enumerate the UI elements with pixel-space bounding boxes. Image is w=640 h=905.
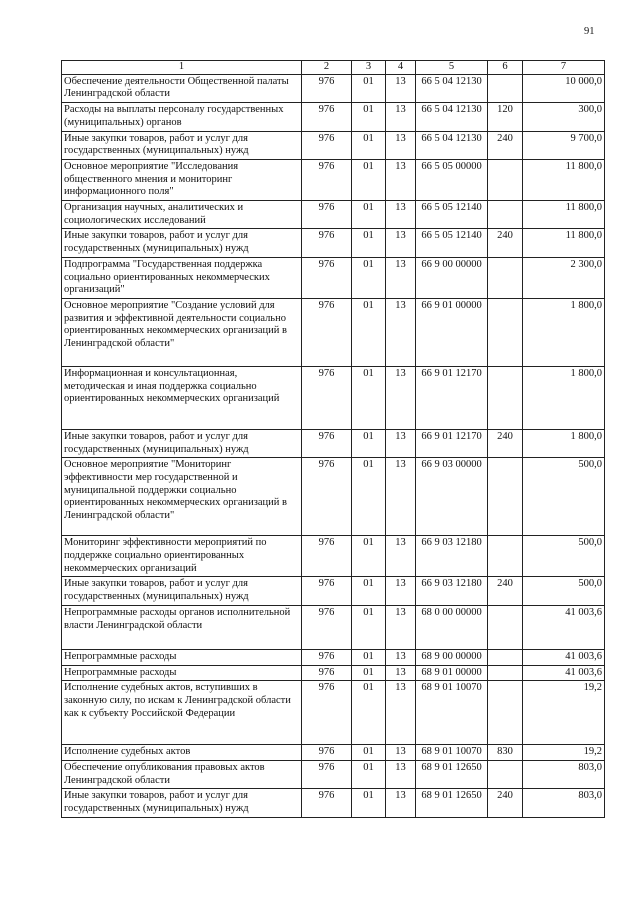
col-7-value: 41 003,6 xyxy=(523,649,605,665)
col-3-value: 01 xyxy=(352,257,386,298)
col-7-value: 41 003,6 xyxy=(523,605,605,649)
col-3-value: 01 xyxy=(352,605,386,649)
col-5-value: 66 5 05 12140 xyxy=(416,229,488,257)
col-6-value xyxy=(488,605,523,649)
col-4-value: 13 xyxy=(386,103,416,131)
col-7-value: 41 003,6 xyxy=(523,665,605,681)
col-2-value: 976 xyxy=(302,577,352,605)
col-5-value: 66 9 01 12170 xyxy=(416,366,488,429)
col-2-value: 976 xyxy=(302,298,352,366)
col-7-value: 803,0 xyxy=(523,760,605,788)
column-header: 2 xyxy=(302,61,352,75)
col-3-value: 01 xyxy=(352,789,386,817)
col-6-value xyxy=(488,74,523,102)
col-6-value xyxy=(488,681,523,745)
col-4-value: 13 xyxy=(386,74,416,102)
col-7-value: 2 300,0 xyxy=(523,257,605,298)
col-2-value: 976 xyxy=(302,681,352,745)
table-row xyxy=(62,159,605,200)
table-row xyxy=(62,605,605,649)
col-6-value: 240 xyxy=(488,229,523,257)
col-6-value xyxy=(488,159,523,200)
col-4-value: 13 xyxy=(386,745,416,761)
col-2-value: 976 xyxy=(302,131,352,159)
col-7-value: 1 800,0 xyxy=(523,298,605,366)
col-6-value xyxy=(488,298,523,366)
col-4-value: 13 xyxy=(386,257,416,298)
table-row xyxy=(62,649,605,665)
col-5-value: 68 9 01 10070 xyxy=(416,745,488,761)
row-name: Непрограммные расходы xyxy=(62,665,302,681)
table-row xyxy=(62,458,605,536)
col-3-value: 01 xyxy=(352,577,386,605)
column-header: 7 xyxy=(523,61,605,75)
table-row xyxy=(62,665,605,681)
table-row xyxy=(62,74,605,102)
col-5-value: 66 9 01 12170 xyxy=(416,429,488,457)
col-5-value: 66 9 03 12180 xyxy=(416,536,488,577)
col-2-value: 976 xyxy=(302,103,352,131)
col-6-value xyxy=(488,257,523,298)
col-3-value: 01 xyxy=(352,201,386,229)
col-5-value: 66 5 04 12130 xyxy=(416,74,488,102)
row-name: Иные закупки товаров, работ и услуг для государственных (муниципальных) нужд xyxy=(62,229,302,257)
col-3-value: 01 xyxy=(352,760,386,788)
col-6-value xyxy=(488,665,523,681)
col-7-value: 19,2 xyxy=(523,745,605,761)
budget-table xyxy=(61,60,605,818)
row-name: Основное мероприятие "Мониторинг эффективности мер государственной и муниципальной поддержки социально ориентированных некоммерческих организаций в Ленинградской области" xyxy=(62,458,302,536)
col-7-value: 300,0 xyxy=(523,103,605,131)
col-3-value: 01 xyxy=(352,745,386,761)
table-row xyxy=(62,760,605,788)
col-5-value: 66 5 05 00000 xyxy=(416,159,488,200)
col-7-value: 500,0 xyxy=(523,577,605,605)
col-3-value: 01 xyxy=(352,665,386,681)
col-5-value: 66 9 00 00000 xyxy=(416,257,488,298)
col-4-value: 13 xyxy=(386,649,416,665)
col-2-value: 976 xyxy=(302,257,352,298)
col-2-value: 976 xyxy=(302,605,352,649)
col-5-value: 66 5 04 12130 xyxy=(416,103,488,131)
col-6-value: 120 xyxy=(488,103,523,131)
col-5-value: 68 9 01 00000 xyxy=(416,665,488,681)
col-6-value xyxy=(488,536,523,577)
col-3-value: 01 xyxy=(352,429,386,457)
row-name: Мониторинг эффективности мероприятий по поддержке социально ориентированных некоммерческих организаций xyxy=(62,536,302,577)
column-header: 5 xyxy=(416,61,488,75)
row-name: Обеспечение опубликования правовых актов Ленинградской области xyxy=(62,760,302,788)
col-2-value: 976 xyxy=(302,201,352,229)
col-4-value: 13 xyxy=(386,201,416,229)
table-row xyxy=(62,789,605,817)
col-4-value: 13 xyxy=(386,760,416,788)
col-4-value: 13 xyxy=(386,429,416,457)
table-row xyxy=(62,103,605,131)
col-2-value: 976 xyxy=(302,536,352,577)
col-2-value: 976 xyxy=(302,649,352,665)
col-5-value: 66 9 01 00000 xyxy=(416,298,488,366)
col-3-value: 01 xyxy=(352,649,386,665)
table-row xyxy=(62,429,605,457)
col-4-value: 13 xyxy=(386,229,416,257)
table-row xyxy=(62,201,605,229)
col-4-value: 13 xyxy=(386,131,416,159)
col-3-value: 01 xyxy=(352,458,386,536)
col-3-value: 01 xyxy=(352,681,386,745)
row-name: Непрограммные расходы органов исполнительной власти Ленинградской области xyxy=(62,605,302,649)
col-7-value: 11 800,0 xyxy=(523,229,605,257)
col-7-value: 1 800,0 xyxy=(523,366,605,429)
row-name: Основное мероприятие "Создание условий для развития и эффективной деятельности социально ориентированных некоммерческих организаций в Ленинградской области" xyxy=(62,298,302,366)
col-5-value: 66 9 03 00000 xyxy=(416,458,488,536)
col-3-value: 01 xyxy=(352,159,386,200)
col-5-value: 68 9 01 12650 xyxy=(416,760,488,788)
col-2-value: 976 xyxy=(302,366,352,429)
row-name: Подпрограмма "Государственная поддержка социально ориентированных некоммерческих организаций" xyxy=(62,257,302,298)
table-row xyxy=(62,745,605,761)
col-6-value xyxy=(488,201,523,229)
column-header: 4 xyxy=(386,61,416,75)
row-name: Иные закупки товаров, работ и услуг для государственных (муниципальных) нужд xyxy=(62,577,302,605)
col-2-value: 976 xyxy=(302,745,352,761)
col-4-value: 13 xyxy=(386,665,416,681)
col-4-value: 13 xyxy=(386,159,416,200)
column-header: 1 xyxy=(62,61,302,75)
table-row xyxy=(62,229,605,257)
col-7-value: 500,0 xyxy=(523,458,605,536)
table-row xyxy=(62,298,605,366)
table-row xyxy=(62,577,605,605)
col-6-value: 240 xyxy=(488,789,523,817)
col-4-value: 13 xyxy=(386,536,416,577)
col-6-value xyxy=(488,649,523,665)
col-5-value: 68 9 00 00000 xyxy=(416,649,488,665)
col-6-value: 240 xyxy=(488,429,523,457)
col-6-value xyxy=(488,366,523,429)
col-3-value: 01 xyxy=(352,103,386,131)
col-2-value: 976 xyxy=(302,458,352,536)
col-4-value: 13 xyxy=(386,298,416,366)
col-7-value: 803,0 xyxy=(523,789,605,817)
column-header: 6 xyxy=(488,61,523,75)
col-2-value: 976 xyxy=(302,789,352,817)
table-row xyxy=(62,257,605,298)
col-2-value: 976 xyxy=(302,429,352,457)
row-name: Расходы на выплаты персоналу государственных (муниципальных) органов xyxy=(62,103,302,131)
col-3-value: 01 xyxy=(352,366,386,429)
col-6-value xyxy=(488,458,523,536)
col-7-value: 11 800,0 xyxy=(523,201,605,229)
column-header: 3 xyxy=(352,61,386,75)
row-name: Основное мероприятие "Исследования общественного мнения и мониторинг информационного поля" xyxy=(62,159,302,200)
col-7-value: 19,2 xyxy=(523,681,605,745)
col-5-value: 68 0 00 00000 xyxy=(416,605,488,649)
page-number: 91 xyxy=(584,26,595,37)
col-5-value: 68 9 01 10070 xyxy=(416,681,488,745)
col-7-value: 500,0 xyxy=(523,536,605,577)
row-name: Исполнение судебных актов xyxy=(62,745,302,761)
col-6-value: 240 xyxy=(488,577,523,605)
row-name: Непрограммные расходы xyxy=(62,649,302,665)
col-4-value: 13 xyxy=(386,681,416,745)
col-7-value: 10 000,0 xyxy=(523,74,605,102)
col-2-value: 976 xyxy=(302,760,352,788)
table-row xyxy=(62,681,605,745)
row-name: Организация научных, аналитических и социологических исследований xyxy=(62,201,302,229)
row-name: Обеспечение деятельности Общественной палаты Ленинградской области xyxy=(62,74,302,102)
row-name: Информационная и консультационная, методическая и иная поддержка социально ориентированных некоммерческих организаций xyxy=(62,366,302,429)
col-2-value: 976 xyxy=(302,159,352,200)
col-4-value: 13 xyxy=(386,577,416,605)
row-name: Исполнение судебных актов, вступивших в законную силу, по искам к Ленинградской области как к субъекту Российской Федерации xyxy=(62,681,302,745)
col-7-value: 11 800,0 xyxy=(523,159,605,200)
col-2-value: 976 xyxy=(302,665,352,681)
col-2-value: 976 xyxy=(302,229,352,257)
col-4-value: 13 xyxy=(386,366,416,429)
col-3-value: 01 xyxy=(352,74,386,102)
row-name: Иные закупки товаров, работ и услуг для государственных (муниципальных) нужд xyxy=(62,789,302,817)
table-row xyxy=(62,366,605,429)
col-6-value xyxy=(488,760,523,788)
col-5-value: 66 5 04 12130 xyxy=(416,131,488,159)
col-4-value: 13 xyxy=(386,789,416,817)
col-3-value: 01 xyxy=(352,229,386,257)
row-name: Иные закупки товаров, работ и услуг для государственных (муниципальных) нужд xyxy=(62,131,302,159)
col-5-value: 66 9 03 12180 xyxy=(416,577,488,605)
table-row xyxy=(62,536,605,577)
table-row xyxy=(62,131,605,159)
col-6-value: 240 xyxy=(488,131,523,159)
row-name: Иные закупки товаров, работ и услуг для государственных (муниципальных) нужд xyxy=(62,429,302,457)
col-5-value: 66 5 05 12140 xyxy=(416,201,488,229)
col-7-value: 9 700,0 xyxy=(523,131,605,159)
col-3-value: 01 xyxy=(352,131,386,159)
col-3-value: 01 xyxy=(352,536,386,577)
col-2-value: 976 xyxy=(302,74,352,102)
col-5-value: 68 9 01 12650 xyxy=(416,789,488,817)
col-7-value: 1 800,0 xyxy=(523,429,605,457)
col-6-value: 830 xyxy=(488,745,523,761)
col-4-value: 13 xyxy=(386,458,416,536)
header-row xyxy=(62,61,605,75)
col-3-value: 01 xyxy=(352,298,386,366)
col-4-value: 13 xyxy=(386,605,416,649)
